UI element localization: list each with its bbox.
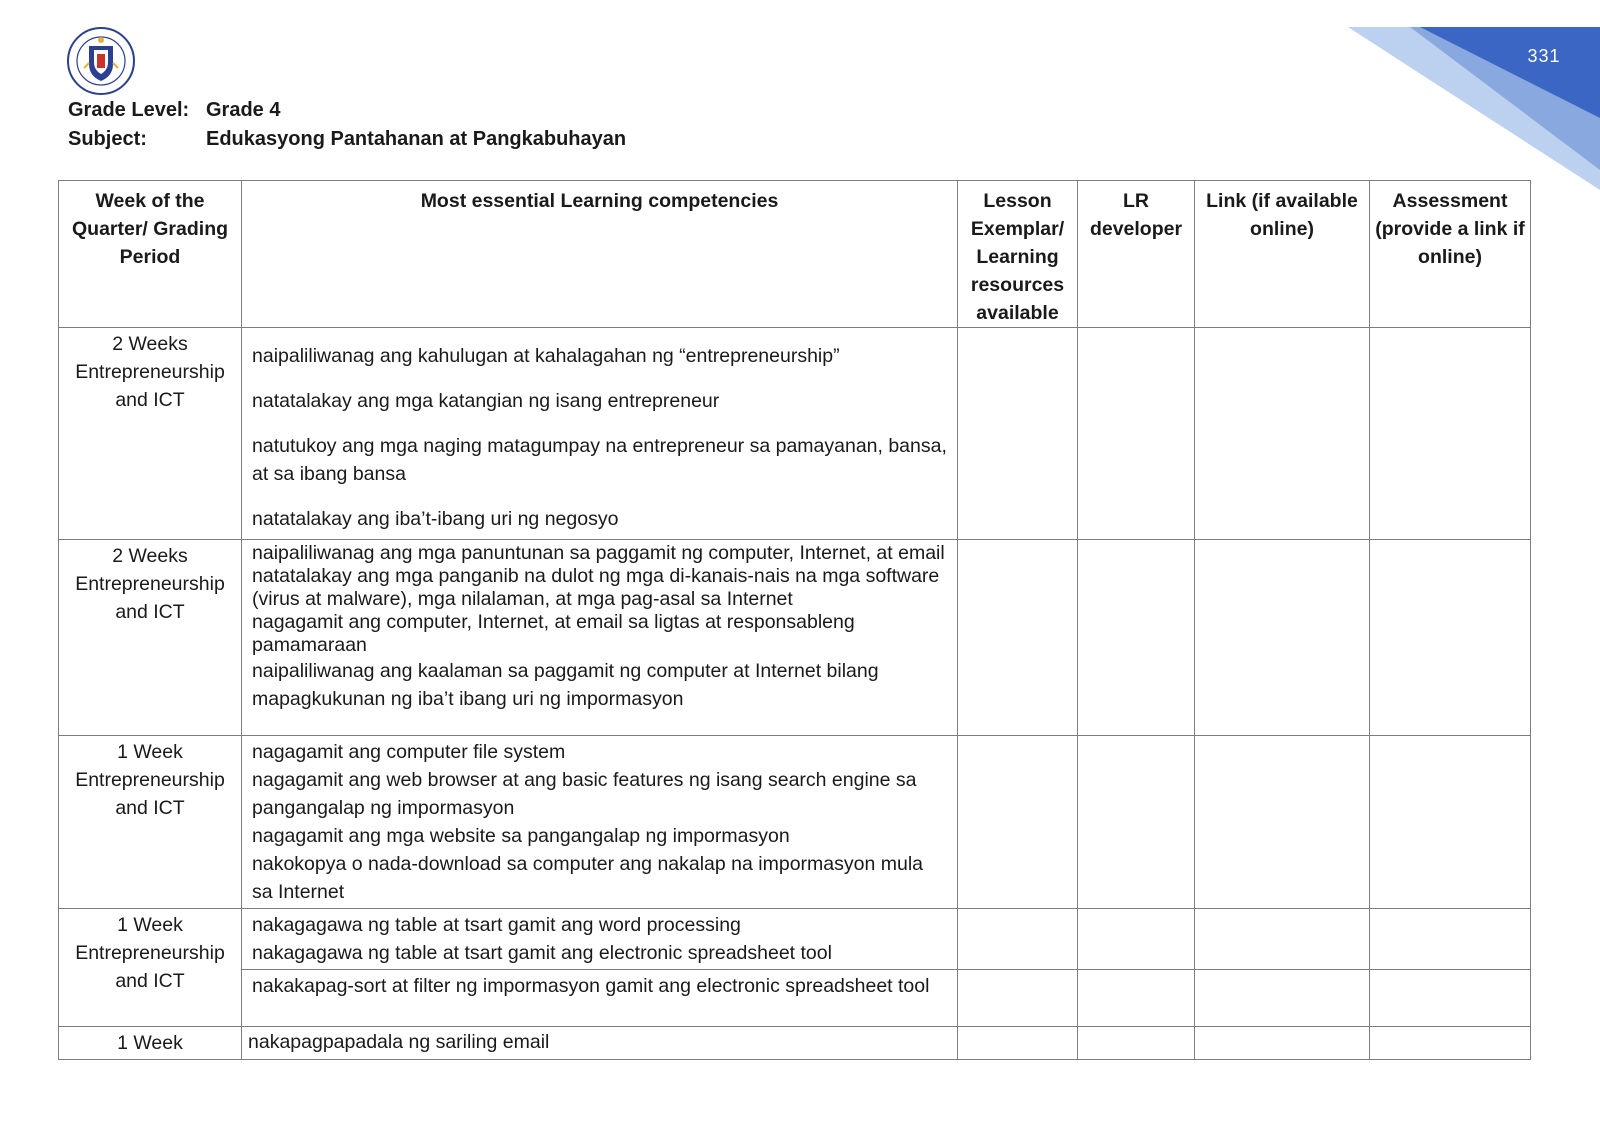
- competency-item: nakakapag-sort at filter ng impormasyon gamit ang electronic spreadsheet tool: [252, 975, 930, 997]
- lr-developer-cell: [1078, 970, 1195, 1027]
- competency-cell: nakapagpapadala ng sariling email: [242, 1027, 958, 1060]
- table-row: [59, 970, 1531, 1027]
- week-cell: 1 Week Entrepreneurship and ICT: [59, 736, 242, 909]
- link-cell: [1195, 1027, 1370, 1060]
- document-meta: [68, 96, 626, 154]
- competency-item: nagagamit ang computer, Internet, at email sa ligtas at responsableng pamamaraan: [252, 611, 855, 656]
- competency-item: natatalakay ang mga katangian ng isang entrepreneur: [252, 390, 720, 412]
- subject-label: Subject:: [68, 128, 147, 150]
- week-cell: 2 Weeks Entrepreneurship and ICT: [59, 328, 242, 540]
- lesson-cell: [958, 736, 1078, 909]
- competencies-table: [58, 180, 1531, 1060]
- lesson-cell: [958, 1027, 1078, 1060]
- deped-seal-logo: [66, 26, 136, 96]
- lr-developer-cell: [1078, 540, 1195, 736]
- subject-value: Edukasyong Pantahanan at Pangkabuhayan: [206, 128, 627, 150]
- corner-decoration: [1300, 0, 1600, 190]
- link-cell: [1195, 328, 1370, 540]
- subject-row: [68, 125, 626, 154]
- competency-item: natutukoy ang mga naging matagumpay na entrepreneur sa pamayanan, bansa, at sa ibang bansa: [252, 435, 947, 485]
- competency-item: naipaliliwanag ang kaalaman sa paggamit ng computer at Internet bilang mapagkukunan ng iba’t ibang uri ng impormasyon: [252, 660, 879, 710]
- competency-item: nagagamit ang mga website sa pangangalap ng impormasyon: [252, 825, 790, 847]
- table-row: [59, 736, 1531, 909]
- competency-item: nakagagawa ng table at tsart gamit ang electronic spreadsheet tool: [252, 942, 832, 964]
- link-cell: [1195, 909, 1370, 970]
- lr-developer-cell: [1078, 1027, 1195, 1060]
- competency-item: nagagamit ang web browser at ang basic features ng isang search engine sa pangangalap ng impormasyon: [252, 769, 917, 819]
- link-cell: [1195, 540, 1370, 736]
- competency-item: naipaliliwanag ang kahulugan at kahalagahan ng “entrepreneurship”: [252, 345, 840, 367]
- lesson-cell: [958, 909, 1078, 970]
- header-competencies: Most essential Learning competencies: [242, 181, 958, 328]
- assessment-cell: [1370, 909, 1531, 970]
- competency-item: nakokopya o nada-download sa computer ang nakalap na impormasyon mula sa Internet: [252, 853, 923, 903]
- competency-cell: [242, 970, 958, 1027]
- table-row: [59, 909, 1531, 970]
- week-cell: 1 Week Entrepreneurship and ICT: [59, 909, 242, 1027]
- competency-cell: [242, 328, 958, 540]
- assessment-cell: [1370, 1027, 1531, 1060]
- competency-cell: [242, 540, 958, 736]
- competency-item: natatalakay ang iba’t-ibang uri ng negosyo: [252, 508, 619, 530]
- competency-cell: [242, 736, 958, 909]
- header-assessment: Assessment (provide a link if online): [1370, 181, 1531, 328]
- grade-level-row: [68, 96, 626, 125]
- lesson-cell: [958, 970, 1078, 1027]
- link-cell: [1195, 970, 1370, 1027]
- header-lr-developer: LR developer: [1078, 181, 1195, 328]
- lesson-cell: [958, 540, 1078, 736]
- competency-item: natatalakay ang mga panganib na dulot ng mga di-kanais-nais na mga software (virus at malware), mga nilalaman, at mga pag-asal sa Internet: [252, 565, 940, 610]
- grade-level-label: Grade Level:: [68, 99, 190, 121]
- assessment-cell: [1370, 736, 1531, 909]
- week-cell: 2 Weeks Entrepreneurship and ICT: [59, 540, 242, 736]
- grade-level-value: Grade 4: [206, 99, 281, 121]
- assessment-cell: [1370, 970, 1531, 1027]
- lr-developer-cell: [1078, 328, 1195, 540]
- competency-item: nagagamit ang computer file system: [252, 741, 566, 763]
- link-cell: [1195, 736, 1370, 909]
- header-lesson: Lesson Exemplar/ Learning resources available: [958, 181, 1078, 328]
- lr-developer-cell: [1078, 736, 1195, 909]
- week-cell: 1 Week: [59, 1027, 242, 1060]
- table-row: [59, 540, 1531, 736]
- table-row: [59, 328, 1531, 540]
- lesson-cell: [958, 328, 1078, 540]
- competency-item: naipaliliwanag ang mga panuntunan sa paggamit ng computer, Internet, at email: [252, 542, 945, 564]
- assessment-cell: [1370, 540, 1531, 736]
- assessment-cell: [1370, 328, 1531, 540]
- lr-developer-cell: [1078, 909, 1195, 970]
- competency-item: nakagagawa ng table at tsart gamit ang word processing: [252, 914, 741, 936]
- header-week: Week of the Quarter/ Grading Period: [59, 181, 242, 328]
- header-link: Link (if available online): [1195, 181, 1370, 328]
- page-number: 331: [1527, 46, 1561, 66]
- table-header-row: [59, 181, 1531, 328]
- competency-cell: [242, 909, 958, 970]
- table-row: [59, 1027, 1531, 1060]
